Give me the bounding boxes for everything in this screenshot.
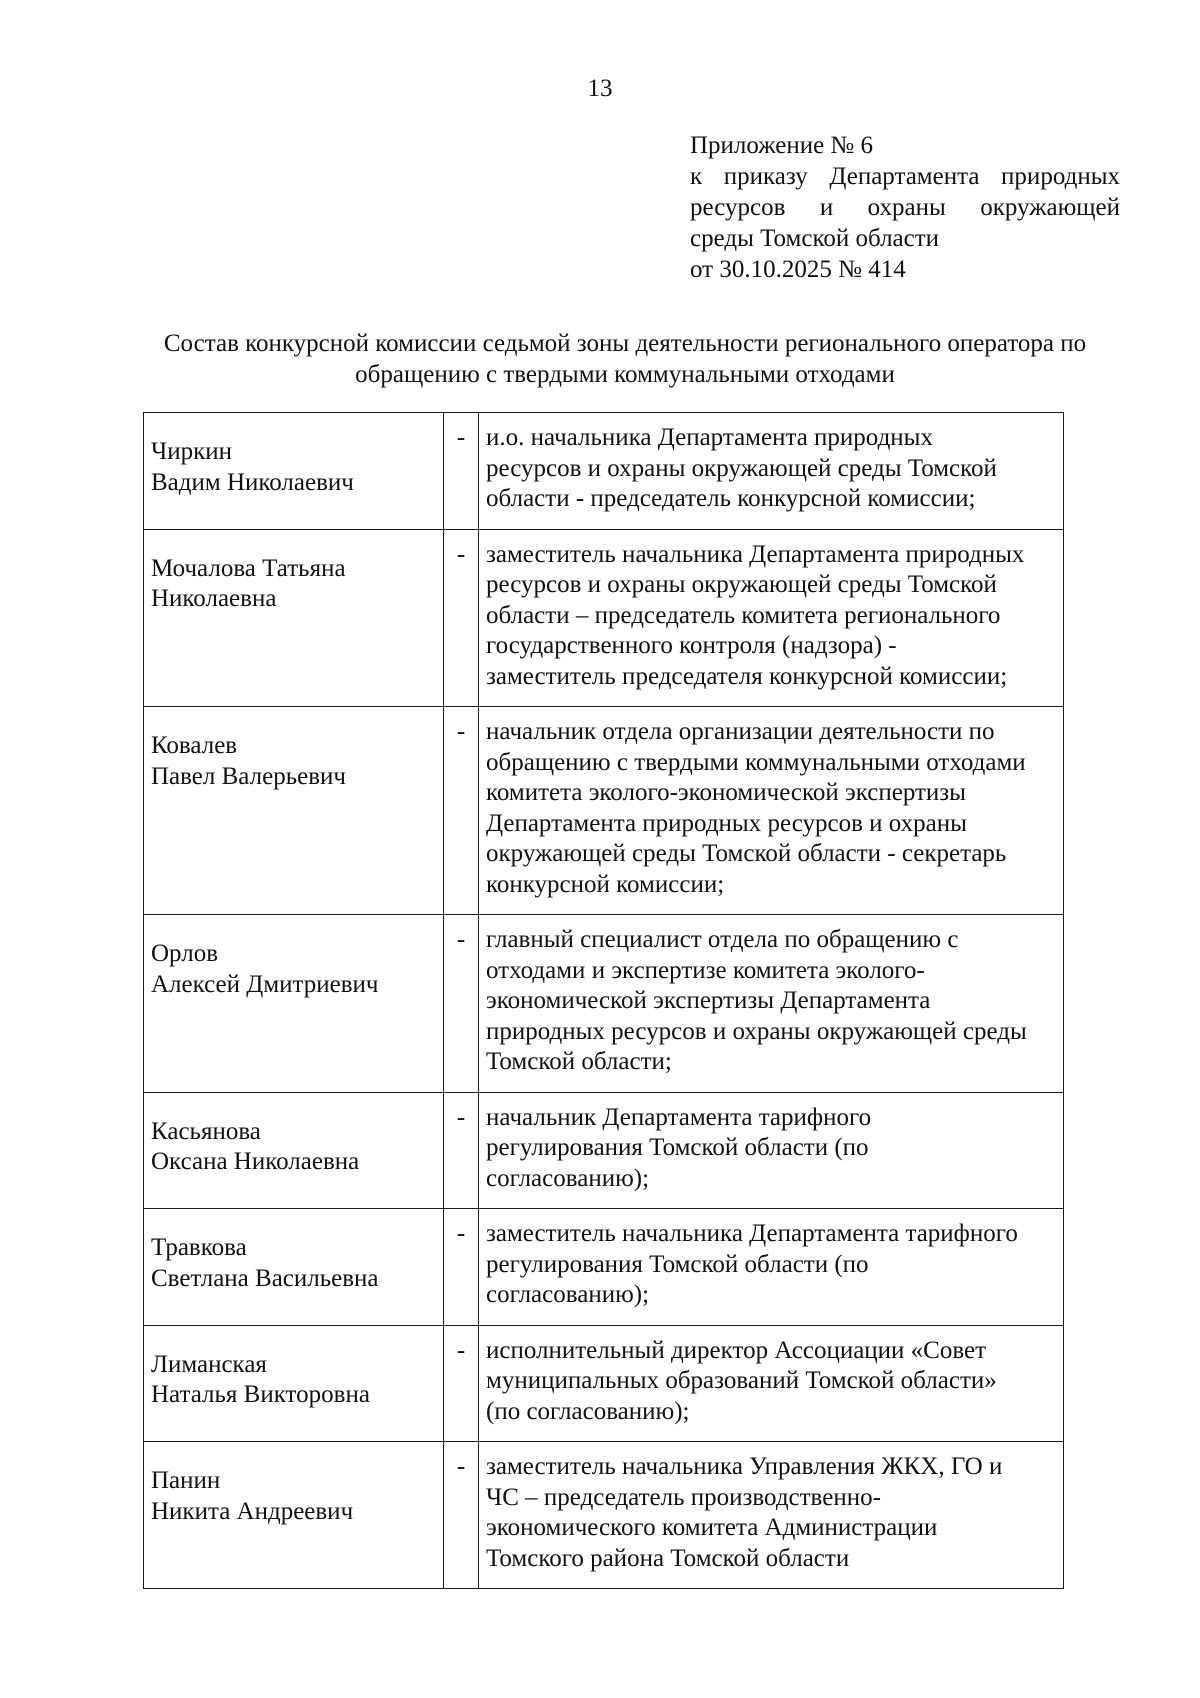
dash-separator: -: [444, 413, 479, 530]
member-role-line: природных ресурсов и охраны окружающей среды: [486, 1017, 1027, 1045]
member-role-line: конкурсной комиссии;: [486, 870, 725, 898]
member-role-line: заместитель начальника Управления ЖКХ, ГО и: [486, 1453, 1003, 1480]
member-role-cell: [479, 1209, 1064, 1326]
member-role-line: ресурсов и охраны окружающей среды Томской: [486, 454, 997, 482]
table-row: [144, 707, 1064, 915]
dash-separator: -: [444, 1325, 479, 1442]
member-name-line: Чиркин: [151, 438, 233, 465]
member-role-line: регулирования Томской области (по: [486, 1134, 869, 1161]
member-role-line: комитета эколого-экономической экспертизы: [486, 779, 966, 806]
member-name-line: Алексей Дмитриевич: [151, 970, 379, 998]
member-role-line: и.о. начальника Департамента природных: [486, 424, 933, 451]
member-name-line: Панин: [151, 1467, 221, 1494]
member-role-cell: [479, 707, 1064, 915]
member-role-line: Томской области;: [486, 1048, 672, 1075]
member-role-line: Департамента природных ресурсов и охраны: [486, 809, 967, 837]
member-role-line: ЧС – председатель производственно-: [486, 1483, 881, 1511]
member-name-line: Оксана Николаевна: [151, 1148, 360, 1175]
document-title: [130, 328, 1120, 390]
member-role-line: области - председатель конкурсной комиссии;: [486, 485, 976, 512]
member-role-line: исполнительный директор Ассоциации «Совет: [486, 1336, 987, 1364]
member-role-cell: [479, 1092, 1064, 1209]
table-row: [144, 413, 1064, 530]
appendix-date: от 30.10.2025 № 414: [690, 256, 906, 283]
dash-separator: -: [444, 915, 479, 1093]
page-number: 13: [587, 75, 613, 102]
member-name-cell: [144, 1442, 444, 1589]
table-row: [144, 1442, 1064, 1589]
member-role-cell: [479, 1325, 1064, 1442]
dash-separator: -: [444, 1092, 479, 1209]
member-name-line: Светлана Васильевна: [151, 1264, 379, 1292]
member-role-cell: [479, 529, 1064, 707]
member-name-line: Лиманская: [151, 1350, 267, 1378]
member-role-line: заместитель председателя конкурсной комиссии;: [486, 662, 1008, 690]
member-name-cell: [144, 915, 444, 1093]
table-row: [144, 1092, 1064, 1209]
member-role-line: окружающей среды Томской области - секретарь: [486, 840, 1007, 867]
member-role-line: ресурсов и охраны окружающей среды Томской: [486, 571, 997, 598]
member-role-line: согласованию);: [486, 1164, 650, 1192]
dash-separator: -: [444, 529, 479, 707]
appendix-number: Приложение № 6: [690, 132, 874, 159]
member-role-cell: [479, 1442, 1064, 1589]
member-name-line: Ковалев: [151, 732, 238, 759]
member-role-line: заместитель начальника Департамента природных: [486, 540, 1025, 568]
member-name-line: Орлов: [151, 940, 219, 967]
member-role-line: заместитель начальника Департамента тарифного: [486, 1220, 1018, 1247]
member-role-line: главный специалист отдела по обращению с: [486, 926, 959, 953]
member-role-line: начальник отдела организации деятельности по: [486, 718, 995, 745]
member-role-line: отходами и экспертизе комитета эколого-: [486, 956, 925, 984]
table-row: [144, 1325, 1064, 1442]
member-role-line: регулирования Томской области (по: [486, 1250, 869, 1278]
member-role-line: начальник Департамента тарифного: [486, 1103, 872, 1131]
member-name-cell: [144, 1209, 444, 1326]
appendix-order-line: ресурсов и охраны окружающей: [690, 194, 1120, 221]
member-name-cell: [144, 707, 444, 915]
members-table-body: [144, 413, 1064, 1589]
member-role-line: области – председатель комитета регионального: [486, 601, 1001, 629]
member-name-cell: [144, 413, 444, 530]
table-row: [144, 529, 1064, 707]
member-role-line: (по согласованию);: [486, 1397, 690, 1425]
appendix-order-line: среды Томской области: [690, 225, 940, 252]
member-name-line: Касьянова: [151, 1117, 261, 1145]
member-name-line: Никита Андреевич: [151, 1497, 354, 1525]
member-name-line: Вадим Николаевич: [151, 468, 354, 496]
member-role-line: экономической экспертизы Департамента: [486, 987, 931, 1014]
document-title-line: Состав конкурсной комиссии седьмой зоны деятельности регионального оператора по: [163, 330, 1087, 357]
member-name-line: Павел Валерьевич: [151, 762, 346, 790]
member-role-cell: [479, 413, 1064, 530]
member-name-line: Николаевна: [151, 585, 277, 612]
member-name-cell: [144, 1092, 444, 1209]
member-role-line: государственного контроля (надзора) -: [486, 632, 897, 659]
appendix-header: [690, 130, 1120, 285]
member-role-cell: [479, 915, 1064, 1093]
member-role-line: муниципальных образований Томской области»: [486, 1367, 997, 1394]
dash-separator: -: [444, 1442, 479, 1589]
commission-members-table: [143, 412, 1064, 1589]
dash-separator: -: [444, 707, 479, 915]
member-role-line: Томского района Томской области: [486, 1544, 850, 1572]
document-title-line: обращению с твердыми коммунальными отходами: [355, 361, 895, 388]
appendix-order-line: к приказу Департамента природных: [690, 163, 1120, 190]
table-row: [144, 1209, 1064, 1326]
member-name-line: Мочалова Татьяна: [151, 554, 346, 582]
dash-separator: -: [444, 1209, 479, 1326]
member-name-cell: [144, 529, 444, 707]
member-name-cell: [144, 1325, 444, 1442]
table-row: [144, 915, 1064, 1093]
member-role-line: согласованию);: [486, 1281, 650, 1308]
member-name-line: Травкова: [151, 1234, 247, 1261]
member-role-line: обращению с твердыми коммунальными отходами: [486, 748, 1026, 776]
member-role-line: экономического комитета Администрации: [486, 1514, 938, 1541]
member-name-line: Наталья Викторовна: [151, 1381, 370, 1408]
